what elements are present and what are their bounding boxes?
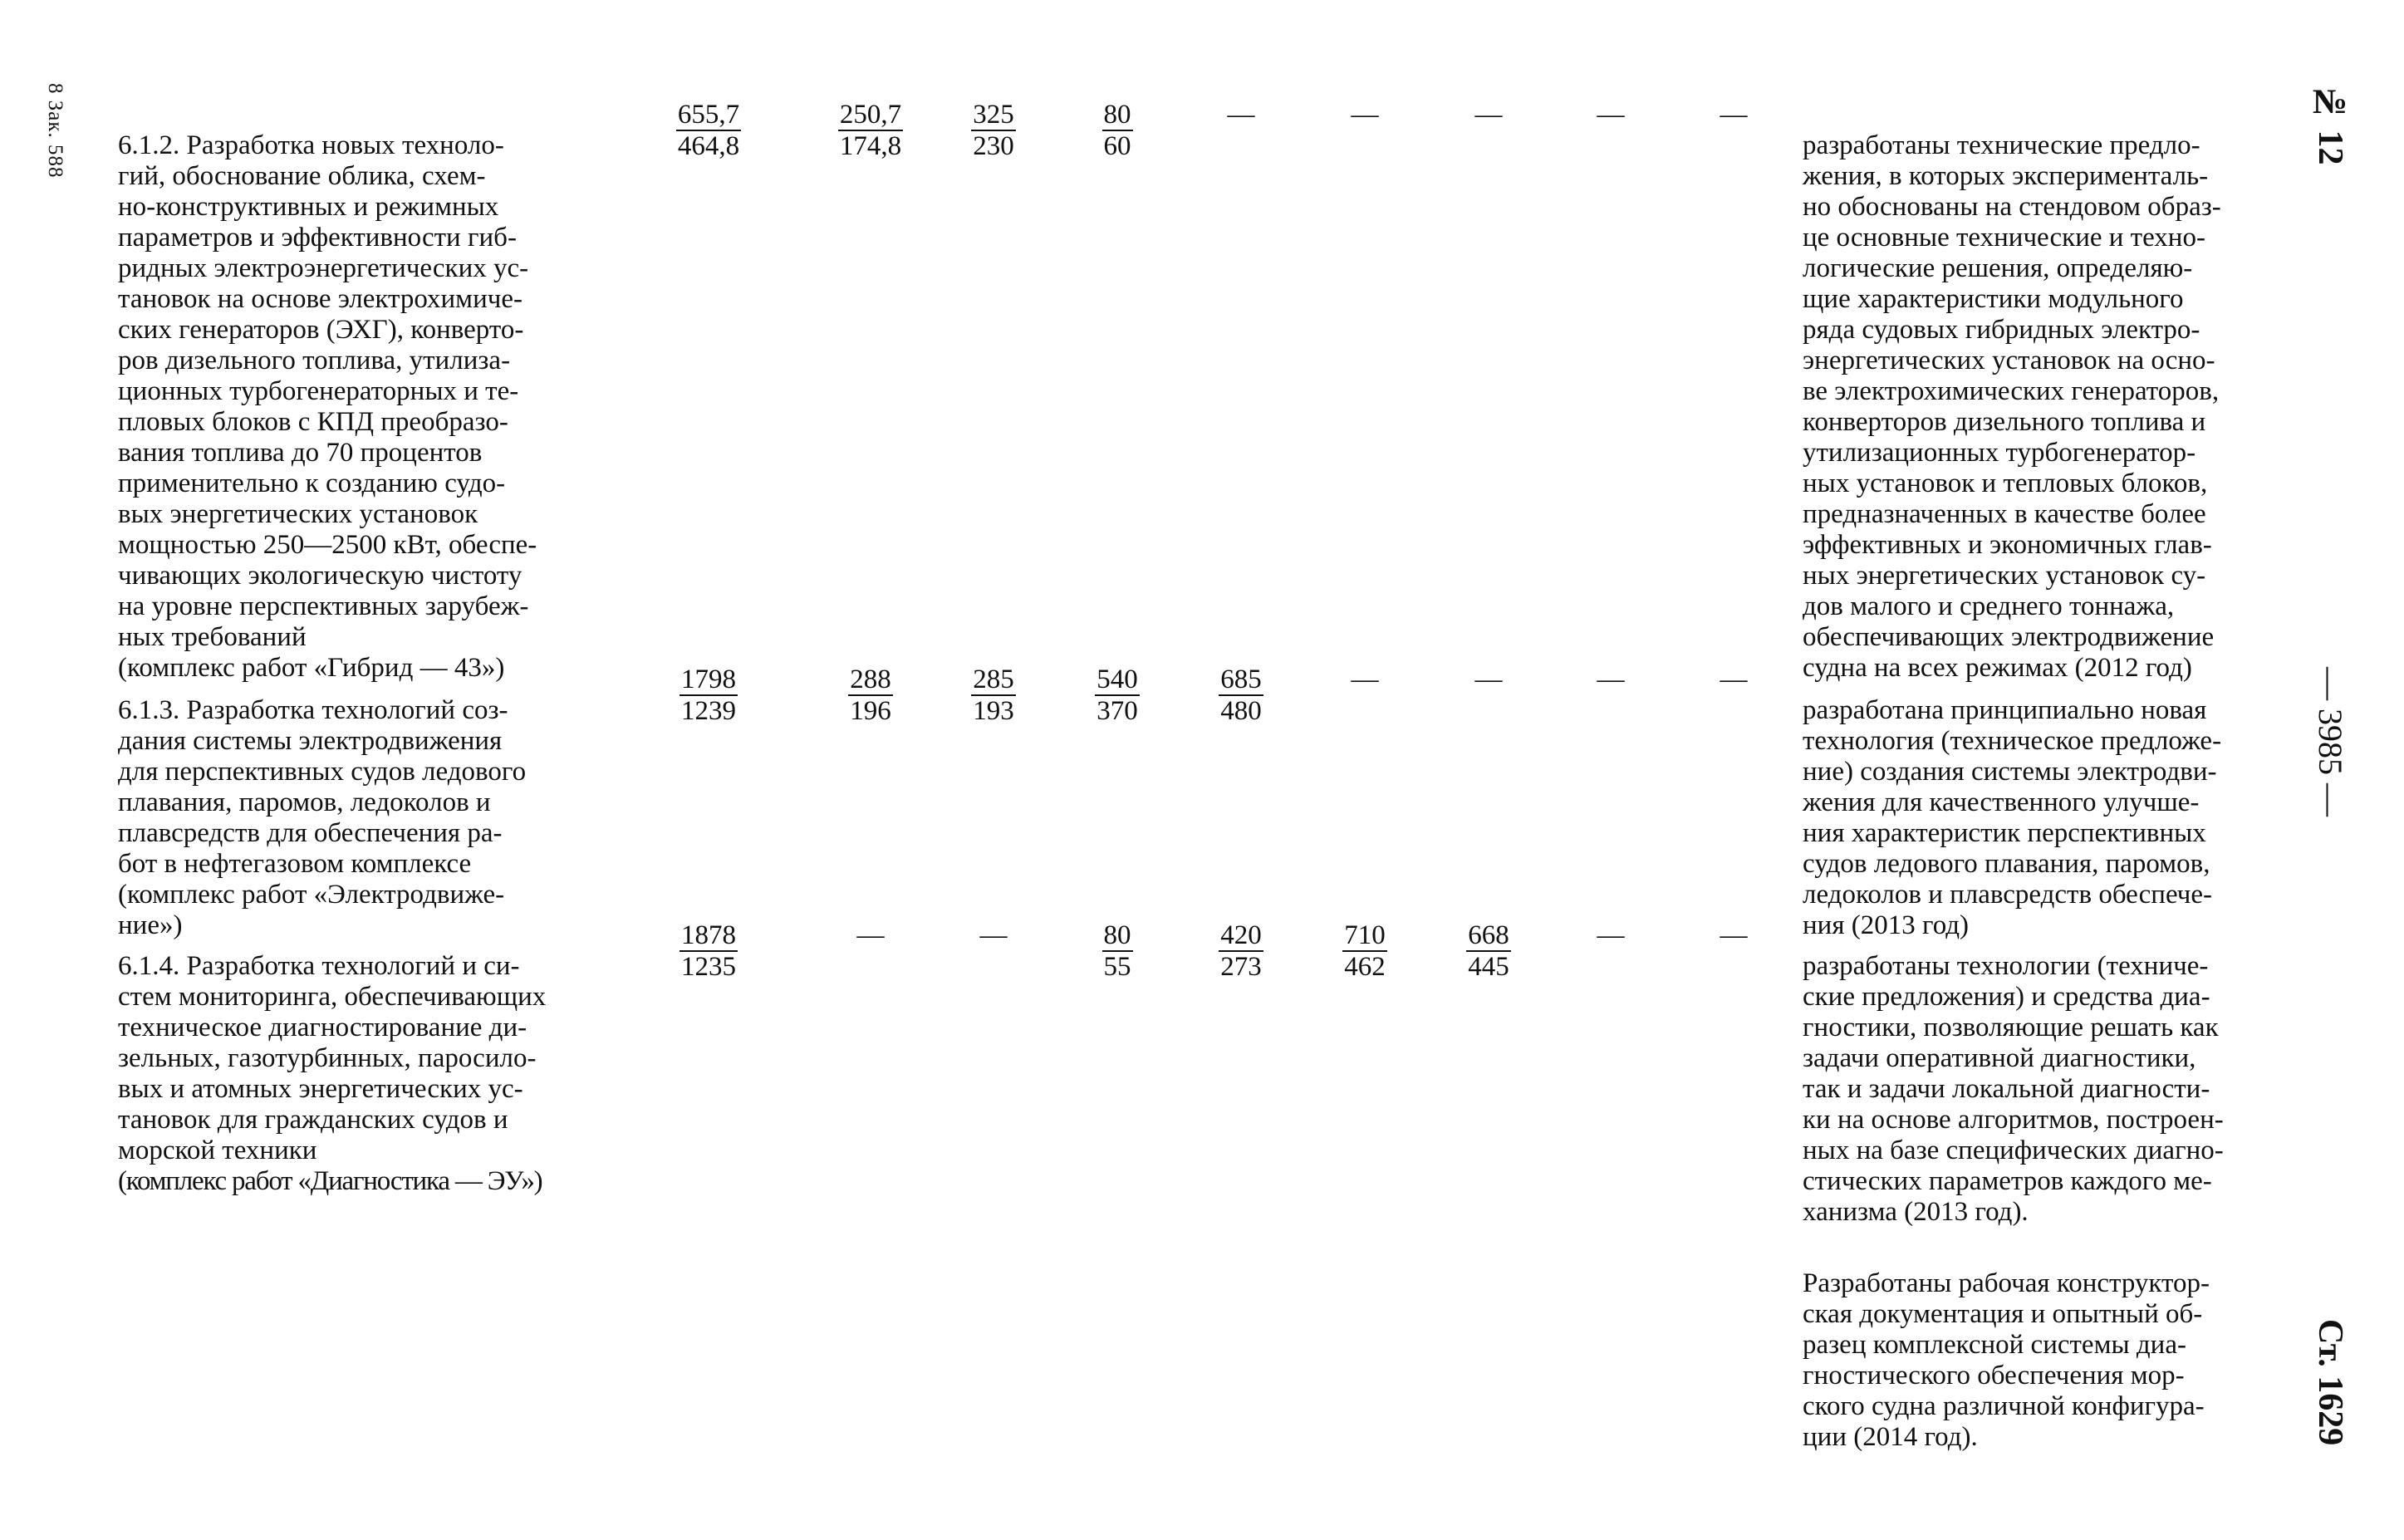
value-total: 420 xyxy=(1220,920,1262,950)
value-cell xyxy=(1195,920,1287,982)
value-total: 285 xyxy=(973,665,1014,694)
value-dash: — xyxy=(1351,100,1379,130)
value-budget: 462 xyxy=(1344,952,1386,982)
value-total: 540 xyxy=(1097,665,1138,694)
value-cell xyxy=(1195,665,1287,726)
row-complex-name: (комплекс работ «Диагностика — ЭУ») xyxy=(118,1166,542,1196)
row-description-text: 6.1.3. Разработка технологий соз- дания системы электродвижения для перспективных судов ледового плавания, паромов, ледоколов и плавсредств для обеспечения ра- бот в нефтегазовом комплексе (комплекс работ «Электродвиже- ние») xyxy=(118,695,527,940)
row-outcome xyxy=(1803,100,2284,724)
value-cell xyxy=(825,665,916,726)
row-description-text: 6.1.4. Разработка технологий и си- стем мониторинга, обеспечивающих техническое диагностирование ди- зельных, газотурбинных, паросило- вых и атомных энергетических ус- тановок для гражданских судов и морской техники xyxy=(118,951,547,1165)
value-cell xyxy=(1443,920,1534,982)
value-cell xyxy=(663,665,754,726)
value-budget: 370 xyxy=(1097,696,1138,726)
row-description-text: 6.1.2. Разработка новых техноло- гий, обоснование облика, схем- но-конструктивных и режимных параметров и эффективности гиб- ридных электроэнергетических ус- тановок на основе электрохимиче- ских генераторов (ЭХГ), конверто- ров дизельного топлива, утилиза- ционных турбогенераторных и те- пловых блоков с КПД преобразо- вания топлива до 70 процентов применительно к созданию судо- вых энергетических установок мощностью 250—2500 кВт, обеспе- чивающих экологическую чистоту на уровне перспективных зарубеж- ных требований xyxy=(118,130,537,652)
value-cell xyxy=(825,100,916,161)
value-total: 668 xyxy=(1468,920,1509,950)
row-complex-name: (комплекс работ «Гибрид — 43») xyxy=(118,653,505,683)
value-cell xyxy=(1072,920,1163,982)
value-cell xyxy=(663,100,754,161)
value-budget: 273 xyxy=(1220,952,1262,982)
value-budget: 193 xyxy=(973,696,1014,726)
value-total: 288 xyxy=(850,665,891,694)
value-budget: 174,8 xyxy=(839,131,902,161)
issue-number: № 12 xyxy=(2311,83,2349,165)
row-description xyxy=(118,100,587,714)
value-total: 1878 xyxy=(681,920,736,950)
value-dash: — xyxy=(1227,100,1255,130)
row-description xyxy=(118,665,587,941)
value-dash: — xyxy=(1720,665,1748,694)
value-total: 710 xyxy=(1344,920,1386,950)
row-description xyxy=(118,920,587,1228)
value-total: 655,7 xyxy=(677,100,740,130)
value-budget: 196 xyxy=(850,696,891,726)
outcome-paragraph: разработаны технические предло- жения, в которых эксперименталь- но обоснованы на стендовом образ- це основные технические и техно- логические решения, определяю- щие характеристики модульного ряда судовых гибридных электро- энергетических установок на осно- ве электрохимических генераторов, конверторов дизельного топлива и утилизационных турбогенератор- ных установок и тепловых блоков, предназначенных в качестве более эффективных и экономичных глав- ных энергетических установок су- дов малого и среднего тоннажа, обеспечивающих электродвижение судна на всех режимах (2012 год) xyxy=(1803,130,2221,683)
value-total: 250,7 xyxy=(839,100,902,130)
value-total: 80 xyxy=(1103,100,1131,130)
value-dash: — xyxy=(1597,665,1625,694)
value-dash: — xyxy=(1351,665,1379,694)
article-number: Ст. 1629 xyxy=(2311,1318,2349,1445)
value-total: 1798 xyxy=(681,665,736,694)
value-budget: 230 xyxy=(973,131,1014,161)
value-cell xyxy=(1072,100,1163,161)
value-dash: — xyxy=(1720,100,1748,130)
value-cell xyxy=(1072,665,1163,726)
value-budget: 1239 xyxy=(681,696,736,726)
margin-order-number: 8 Зак. 588 xyxy=(44,83,66,179)
value-cell xyxy=(948,100,1039,161)
value-total: 325 xyxy=(973,100,1014,130)
value-dash: — xyxy=(1720,920,1748,950)
value-dash: — xyxy=(856,920,885,950)
value-budget: 480 xyxy=(1220,696,1262,726)
row-outcome xyxy=(1803,920,2284,1493)
value-budget: 464,8 xyxy=(677,131,740,161)
value-dash: — xyxy=(979,920,1008,950)
value-cell xyxy=(1319,920,1411,982)
value-cell xyxy=(948,665,1039,726)
outcome-paragraph: разработаны технологии (техниче- ские предложения) и средства диа- гностики, позволяющие решать как задачи оперативной диагностики, так и задачи локальной диагности- ки на основе алгоритмов, построен- ных на базе специфических диагно- стических параметров каждого ме- ханизма (2013 год). xyxy=(1803,951,2224,1227)
value-budget: 55 xyxy=(1103,952,1131,982)
value-budget: 60 xyxy=(1103,131,1131,161)
value-budget: 445 xyxy=(1468,952,1509,982)
value-budget: 1235 xyxy=(681,952,736,982)
value-dash: — xyxy=(1597,920,1625,950)
outcome-paragraph: разработана принципиально новая технология (техническое предложе- ние) создания системы электродви- жения для качественного улучше- ния характеристик перспективных судов ледового плавания, паромов, ледоколов и плавсредств обеспече- ния (2013 год) xyxy=(1803,695,2222,940)
outcome-paragraph: Разработаны рабочая конструктор- ская документация и опытный об- разец комплексной системы диа- гностического обеспечения мор- ского судна различной конфигура- ции (2014 год). xyxy=(1803,1268,2210,1452)
page-number: — 3985 — xyxy=(2312,667,2349,817)
value-total: 80 xyxy=(1103,920,1131,950)
value-dash: — xyxy=(1474,665,1503,694)
running-header xyxy=(2305,83,2355,1445)
value-cell xyxy=(663,920,754,982)
value-dash: — xyxy=(1474,100,1503,130)
value-dash: — xyxy=(1597,100,1625,130)
value-total: 685 xyxy=(1220,665,1262,694)
